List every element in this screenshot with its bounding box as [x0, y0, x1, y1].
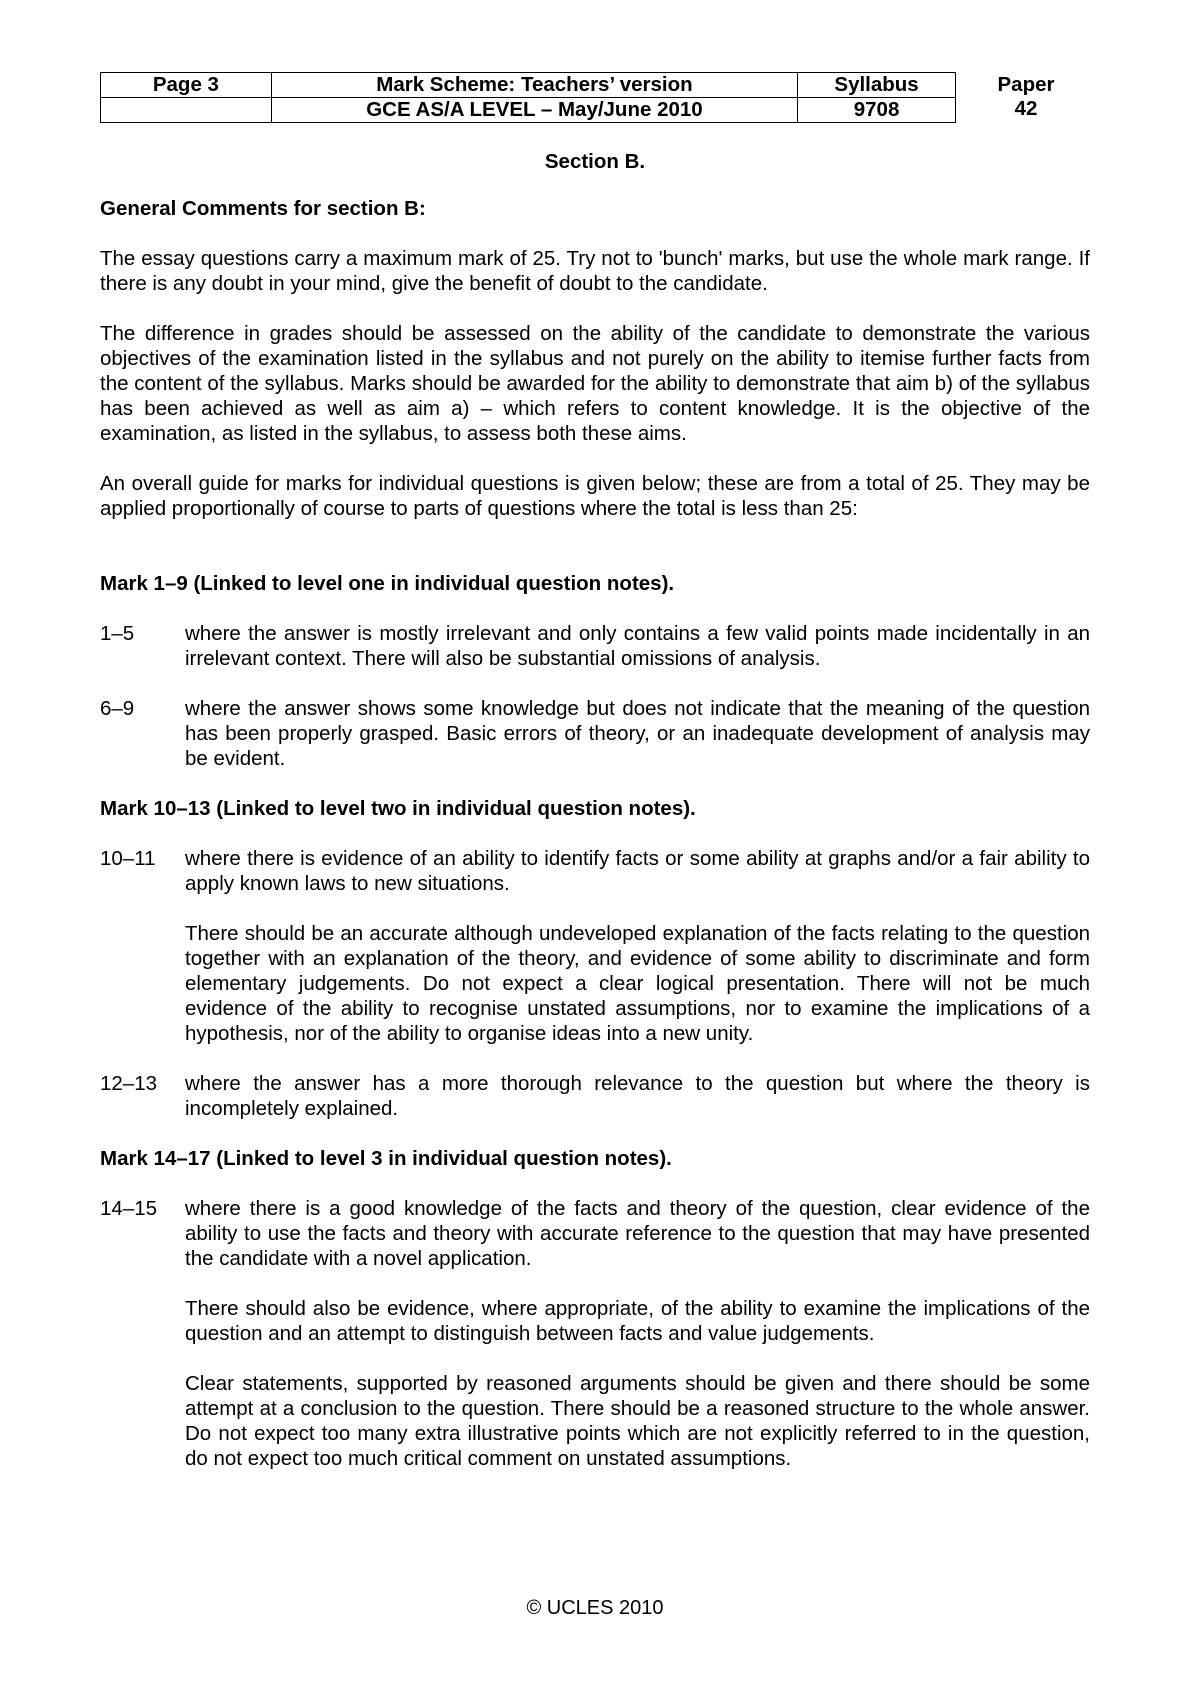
mark-band-text: where the answer shows some knowledge but does not indicate that the meaning of the question has been properly grasped. Basic errors of theory, or an inadequate development of analysis may be evident. [185, 697, 1090, 770]
header-title: Mark Scheme: Teachers’ version [271, 73, 797, 98]
mark-band-10-11-extra: There should be an accurate although undeveloped explanation of the facts relating to the question together with an explanation of the theory, and evidence of some ability to discriminate and form elementary judgements. Do not expect a clear logical presentation. There will not be much evidence of the ability to recognise unstated assumptions, nor to examine the implications of a hypothesis, nor of the ability to organise ideas into a new unity. [185, 922, 1090, 1045]
mark-band-label: 6–9 [100, 697, 135, 720]
header-paper-label: Paper [997, 73, 1055, 96]
mark-band-6-9 [100, 696, 1090, 771]
document-page [100, 72, 1090, 1471]
mark-band-text: where there is a good knowledge of the facts and theory of the question, clear evidence of the ability to use the facts and theory with accurate reference to the question that may have presented the candidate with a novel application. [185, 1197, 1090, 1270]
paragraph-2: The difference in grades should be assessed on the ability of the candidate to demonstrate the various objectives of the examination listed in the syllabus and not purely on the ability to itemise further facts from the content of the syllabus. Marks should be awarded for the ability to demonstrate that aim b) of the syllabus has been achieved as well as aim a) – which refers to content knowledge. It is the objective of the examination, as listed in the syllabus, to assess both these aims. [100, 322, 1090, 445]
paragraph-1: The essay questions carry a maximum mark of 25. Try not to 'bunch' marks, but use the whole mark range. If there is any doubt in your mind, give the benefit of doubt to the candidate. [100, 247, 1090, 295]
header-exam: GCE AS/A LEVEL – May/June 2010 [271, 98, 797, 123]
paragraph-3: An overall guide for marks for individual questions is given below; these are from a total of 25. They may be applied proportionally of course to parts of questions where the total is less than 25: [100, 472, 1090, 520]
mark-band-text: where there is evidence of an ability to identify facts or some ability at graphs and/or a fair ability to apply known laws to new situations. [185, 847, 1090, 895]
level-three-heading: Mark 14–17 (Linked to level 3 in individual question notes). [100, 1147, 672, 1170]
page-footer: © UCLES 2010 [526, 1597, 664, 1619]
mark-band-10-11 [100, 846, 1090, 896]
mark-band-label: 12–13 [100, 1072, 158, 1095]
mark-band-label: 1–5 [100, 622, 135, 645]
mark-band-label: 10–11 [100, 847, 156, 870]
page-header [100, 72, 1090, 123]
mark-band-text: where the answer is mostly irrelevant and only contains a few valid points made incidentally in an irrelevant context. There will also be substantial omissions of analysis. [185, 622, 1090, 670]
mark-band-14-15 [100, 1196, 1090, 1271]
mark-band-1-5 [100, 621, 1090, 671]
header-syllabus-value: 9708 [798, 98, 956, 123]
level-two-heading: Mark 10–13 (Linked to level two in individual question notes). [100, 797, 696, 820]
header-paper [956, 72, 1096, 121]
mark-band-14-15-extra-2: Clear statements, supported by reasoned arguments should be given and there should be some attempt at a conclusion to the question. There should be a reasoned structure to the whole answer. Do not expect too many extra illustrative points which are not explicitly referred to in the question, do not expect too much critical comment on unstated assumptions. [185, 1372, 1090, 1470]
section-title: Section B. [544, 150, 646, 173]
mark-band-14-15-extra-1: There should also be evidence, where appropriate, of the ability to examine the implications of the question and an attempt to distinguish between facts and value judgements. [185, 1297, 1090, 1345]
mark-band-text: where the answer has a more thorough relevance to the question but where the theory is incompletely explained. [185, 1072, 1090, 1120]
header-paper-value: 42 [1014, 97, 1038, 120]
level-one-heading: Mark 1–9 (Linked to level one in individual question notes). [100, 572, 675, 595]
mark-band-12-13 [100, 1071, 1090, 1121]
header-empty-cell [101, 98, 272, 123]
general-comments-heading: General Comments for section B: [100, 197, 426, 220]
mark-band-label: 14–15 [100, 1197, 158, 1220]
header-table [100, 72, 956, 123]
header-syllabus-label: Syllabus [798, 73, 956, 98]
header-page-number: Page 3 [101, 73, 272, 98]
